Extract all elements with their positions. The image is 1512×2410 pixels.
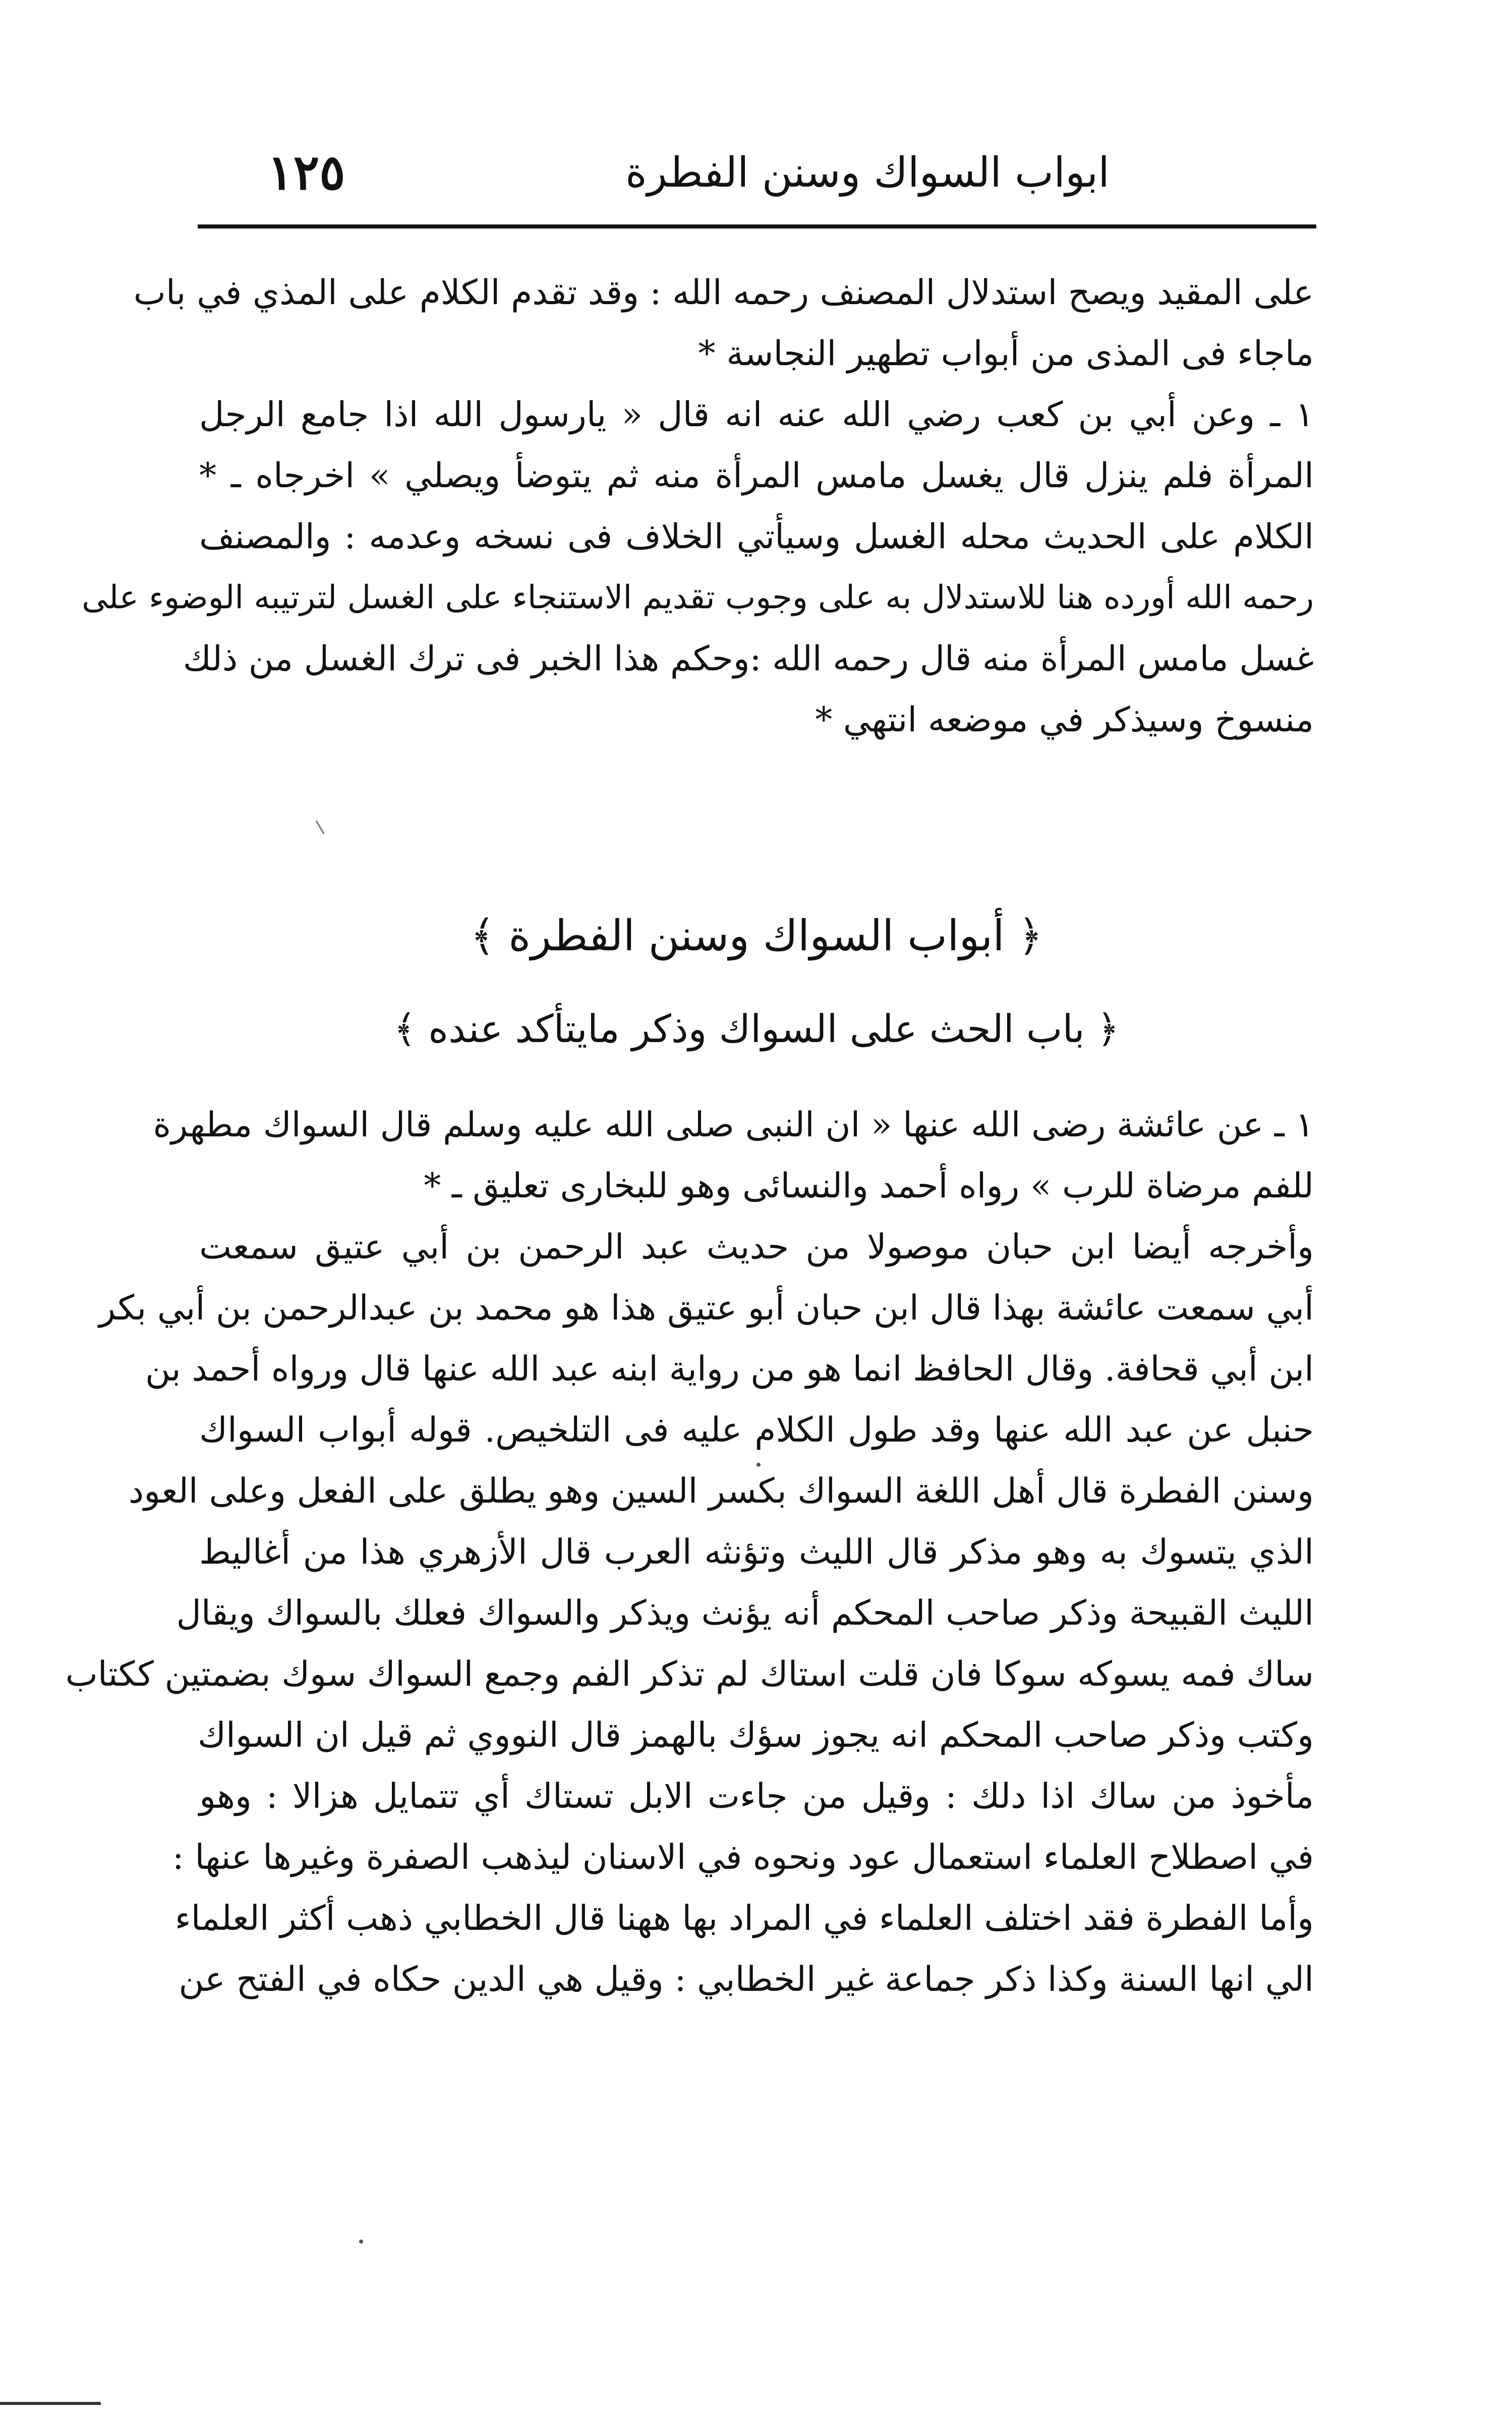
- text-line: غسل مامس المرأة منه قال رحمه الله :وحكم هذا الخبر فى ترك الغسل من ذلك: [183, 639, 1314, 679]
- running-title: ابواب السواك وسنن الفطرة: [625, 149, 1110, 197]
- commentary-line: ابن أبي قحافة. وقال الحافظ انما هو من رواية ابنه عبد الله عنها قال ورواه أحمد بن: [145, 1349, 1314, 1389]
- hadith-line: ١ ـ عن عائشة رضى الله عنها « ان النبى صلى الله عليه وسلم قال السواك مطهرة: [153, 1105, 1314, 1145]
- commentary-line: أبي سمعت عائشة بهذا قال ابن حبان أبو عتيق هذا هو محمد بن عبدالرحمن بن أبي بكر: [99, 1288, 1314, 1328]
- commentary-line: في اصطلاح العلماء استعمال عود ونحوه في الاسنان ليذهب الصفرة وغيرها عنها :: [172, 1838, 1314, 1877]
- text-line: منسوخ وسيذكر في موضعه انتهي *: [815, 700, 1314, 740]
- section-2-text: [65, 1095, 1314, 2010]
- scan-speck: [757, 1463, 761, 1467]
- commentary-line: الي انها السنة وكذا ذكر جماعة غير الخطابي : وقيل هي الدين حكاه في الفتح عن: [179, 1960, 1314, 1999]
- hadith-line: ١ ـ وعن أبي بن كعب رضي الله عنه انه قال « يارسول الله اذا جامع الرجل: [199, 395, 1314, 435]
- text-line: على المقيد ويصح استدلال المصنف رحمه الله : وقد تقدم الكلام على المذي في باب: [133, 273, 1314, 313]
- text-line: ماجاء فى المذى من أبواب تطهير النجاسة *: [698, 334, 1314, 374]
- commentary-line: حنبل عن عبد الله عنها وقد طول الكلام عليه فى التلخيص. قوله أبواب السواك: [199, 1410, 1314, 1450]
- hadith-line: للفم مرضاة للرب » رواه أحمد والنسائى وهو للبخارى تعليق ـ *: [424, 1166, 1314, 1206]
- commentary-line: ساك فمه يسوكه سوكا فان قلت استاك لم تذكر الفم وجمع السواك سوك بضمتين ككتاب: [65, 1654, 1314, 1694]
- page-header: [197, 144, 1316, 219]
- commentary-line: مأخوذ من ساك اذا دلك : وقيل من جاءت الابل تستاك أي تتمايل هزالا : وهو: [199, 1776, 1314, 1816]
- scan-edge-line: [0, 2402, 101, 2405]
- chapter-heading: ﴿ أبواب السواك وسنن الفطرة ﴾: [470, 911, 1043, 960]
- commentary-line: وأخرجه أيضا ابن حبان موصولا من حديث عبد الرحمن بن أبي عتيق سمعت: [199, 1227, 1314, 1267]
- header-rule: [198, 224, 1316, 228]
- commentary-line: وأما الفطرة فقد اختلف العلماء في المراد بها ههنا قال الخطابي ذهب أكثر العلماء: [175, 1899, 1314, 1938]
- hadith-line: المرأة فلم ينزل قال يغسل مامس المرأة منه ثم يتوضأ ويصلي » اخرجاه ـ *: [199, 456, 1314, 496]
- commentary-line: وسنن الفطرة قال أهل اللغة السواك بكسر السين وهو يطلق على الفعل وعلى العود: [128, 1471, 1314, 1511]
- text-line: رحمه الله أورده هنا للاستدلال به على وجوب تقديم الاستنجاء على الغسل لترتيبه الوضوء على: [82, 579, 1314, 616]
- scan-speck: [359, 2240, 363, 2244]
- text-line: الكلام على الحديث محله الغسل وسيأتي الخلاف فى نسخه وعدمه : والمصنف: [199, 517, 1314, 557]
- commentary-line: وكتب وذكر صاحب المحكم انه يجوز سؤك بالهمز قال النووي ثم قيل ان السواك: [198, 1715, 1314, 1755]
- commentary-line: الليث القبيحة وذكر صاحب المحكم أنه يؤنث ويذكر والسواك فعلك بالسواك ويقال: [176, 1593, 1314, 1633]
- section-1-text: [82, 262, 1314, 751]
- commentary-line: الذي يتسوك به وهو مذكر قال الليث وتؤنثه العرب قال الأزهري هذا من أغاليط: [199, 1532, 1314, 1572]
- page-number: ١٢٥: [267, 144, 345, 201]
- section-heading: ﴿ باب الحث على السواك وذكر مايتأكد عنده ﴾: [393, 1006, 1120, 1051]
- scan-speck: [316, 820, 325, 834]
